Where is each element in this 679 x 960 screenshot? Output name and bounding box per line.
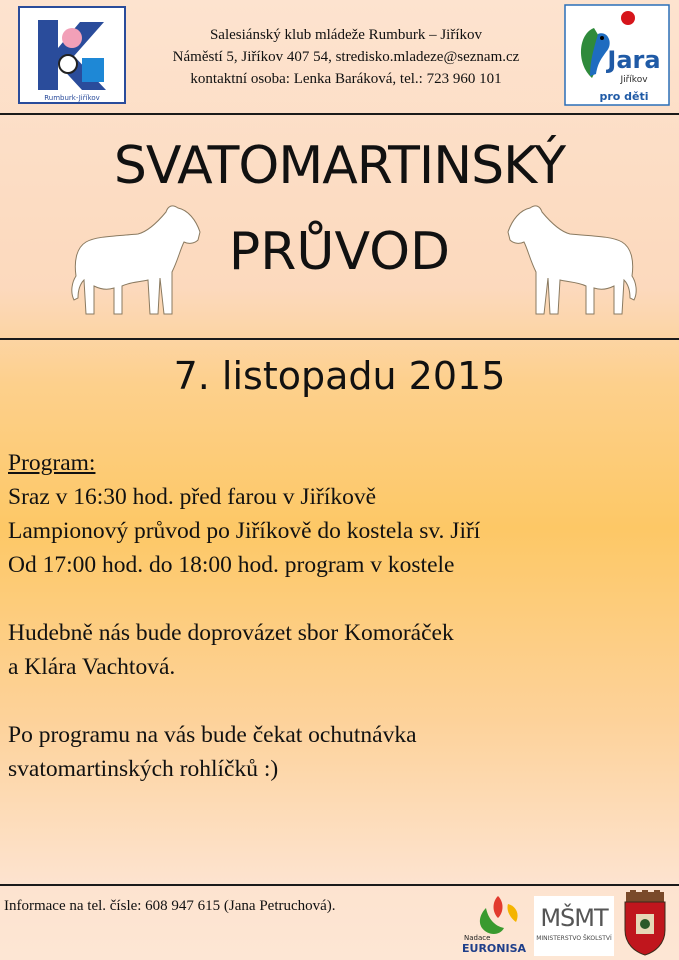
euronisa-small: Nadace	[464, 934, 491, 942]
title-divider	[0, 338, 679, 340]
jara-logo	[564, 4, 670, 106]
club-contact: kontaktní osoba: Lenka Baráková, tel.: 723 960 101	[190, 71, 502, 87]
music-line: a Klára Vachtová.	[8, 654, 176, 680]
msmt-abbr: MŠMT	[540, 904, 608, 932]
club-header	[138, 24, 554, 90]
jara-sub: Jiříkov	[620, 75, 648, 85]
euronisa-name: EURONISA	[462, 942, 527, 955]
coat-of-arms-icon	[622, 890, 668, 956]
program-line: Lampionový průvod po Jiříkově do kostela sv. Jiří	[8, 518, 481, 544]
footer-divider	[0, 884, 679, 886]
jara-name: Jara	[607, 46, 661, 74]
program-line: Sraz v 16:30 hod. před farou v Jiříkově	[8, 484, 377, 510]
club-name: Salesiánský klub mládeže Rumburk – Jiříkov	[209, 27, 483, 43]
program-line: Od 17:00 hod. do 18:00 hod. program v kostele	[8, 552, 455, 578]
msmt-name: MINISTERSTVO ŠKOLSTVÍ	[536, 935, 612, 942]
svg-text:Rumburk-Jiříkov: Rumburk-Jiříkov	[44, 94, 100, 102]
header-divider	[0, 113, 679, 115]
program-heading: Program:	[8, 450, 96, 476]
event-date: 7. listopadu 2015	[173, 354, 506, 398]
info-phone: Informace na tel. čísle: 608 947 615 (Jana Petruchová).	[4, 898, 336, 914]
euronisa-logo	[458, 892, 532, 956]
after-line: Po programu na vás bude čekat ochutnávka	[8, 722, 417, 748]
after-line: svatomartinských rohlíčků :)	[8, 756, 279, 782]
jara-bottom: pro děti	[599, 90, 649, 103]
club-address: Náměstí 5, Jiříkov 407 54, stredisko.mladeze@seznam.cz	[172, 49, 520, 65]
title-line2: PRŮVOD	[228, 222, 451, 282]
msmt-logo	[534, 896, 614, 956]
program-text	[8, 446, 678, 786]
salesian-club-logo	[18, 6, 126, 104]
title-line1: SVATOMARTINSKÝ	[113, 136, 566, 196]
music-line: Hudebně nás bude doprovázet sbor Komoráček	[8, 620, 454, 646]
